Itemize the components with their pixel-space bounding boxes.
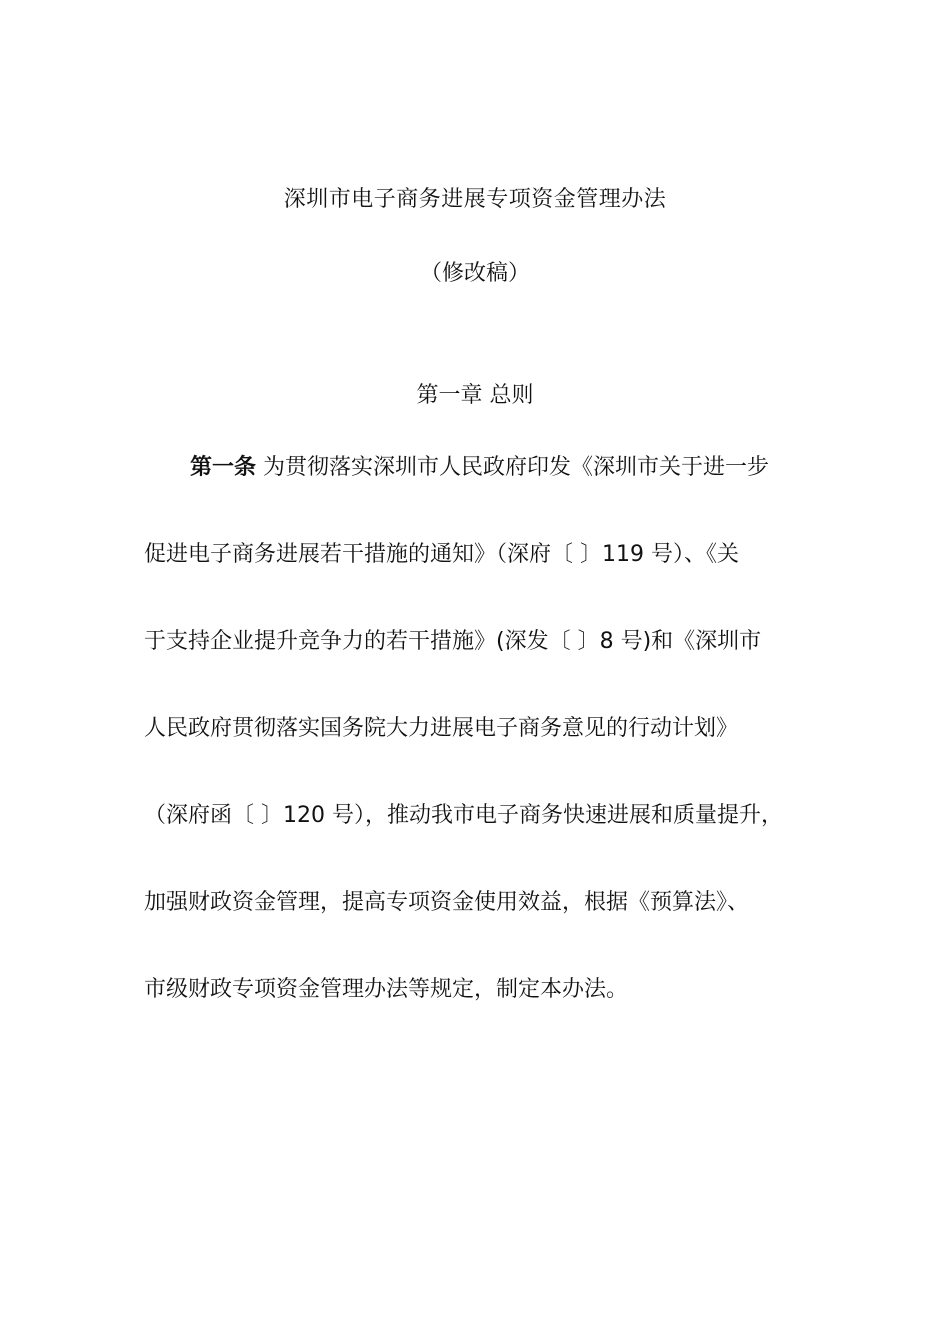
article-label: 第一条 — [190, 455, 257, 480]
article-1 — [144, 452, 824, 1061]
article-line-text: 为贯彻落实深圳市人民政府印发《深圳市关于进一步 — [256, 455, 770, 480]
article-line: 加强财政资金管理，提高专项资金使用效益，根据《预算法》、 — [144, 890, 750, 915]
document-subtitle: （修改稿） — [419, 261, 530, 286]
chapter-heading: 第一章 总则 — [416, 383, 534, 408]
document-title: 深圳市电子商务进展专项资金管理办法 — [283, 187, 667, 212]
article-line — [144, 452, 824, 539]
article-line: 促进电子商务进展若干措施的通知》（深府〔 〕119 号）、《关 — [144, 542, 739, 567]
article-line: 于支持企业提升竞争力的若干措施》(深发〔 〕8 号)和《深圳市 — [144, 629, 762, 654]
article-line: （深府函〔 〕120 号），推动我市电子商务快速进展和质量提升， — [144, 803, 783, 828]
article-line: 市级财政专项资金管理办法等规定，制定本办法。 — [144, 977, 629, 1002]
article-line: 人民政府贯彻落实国务院大力进展电子商务意见的行动计划》 — [144, 716, 739, 741]
